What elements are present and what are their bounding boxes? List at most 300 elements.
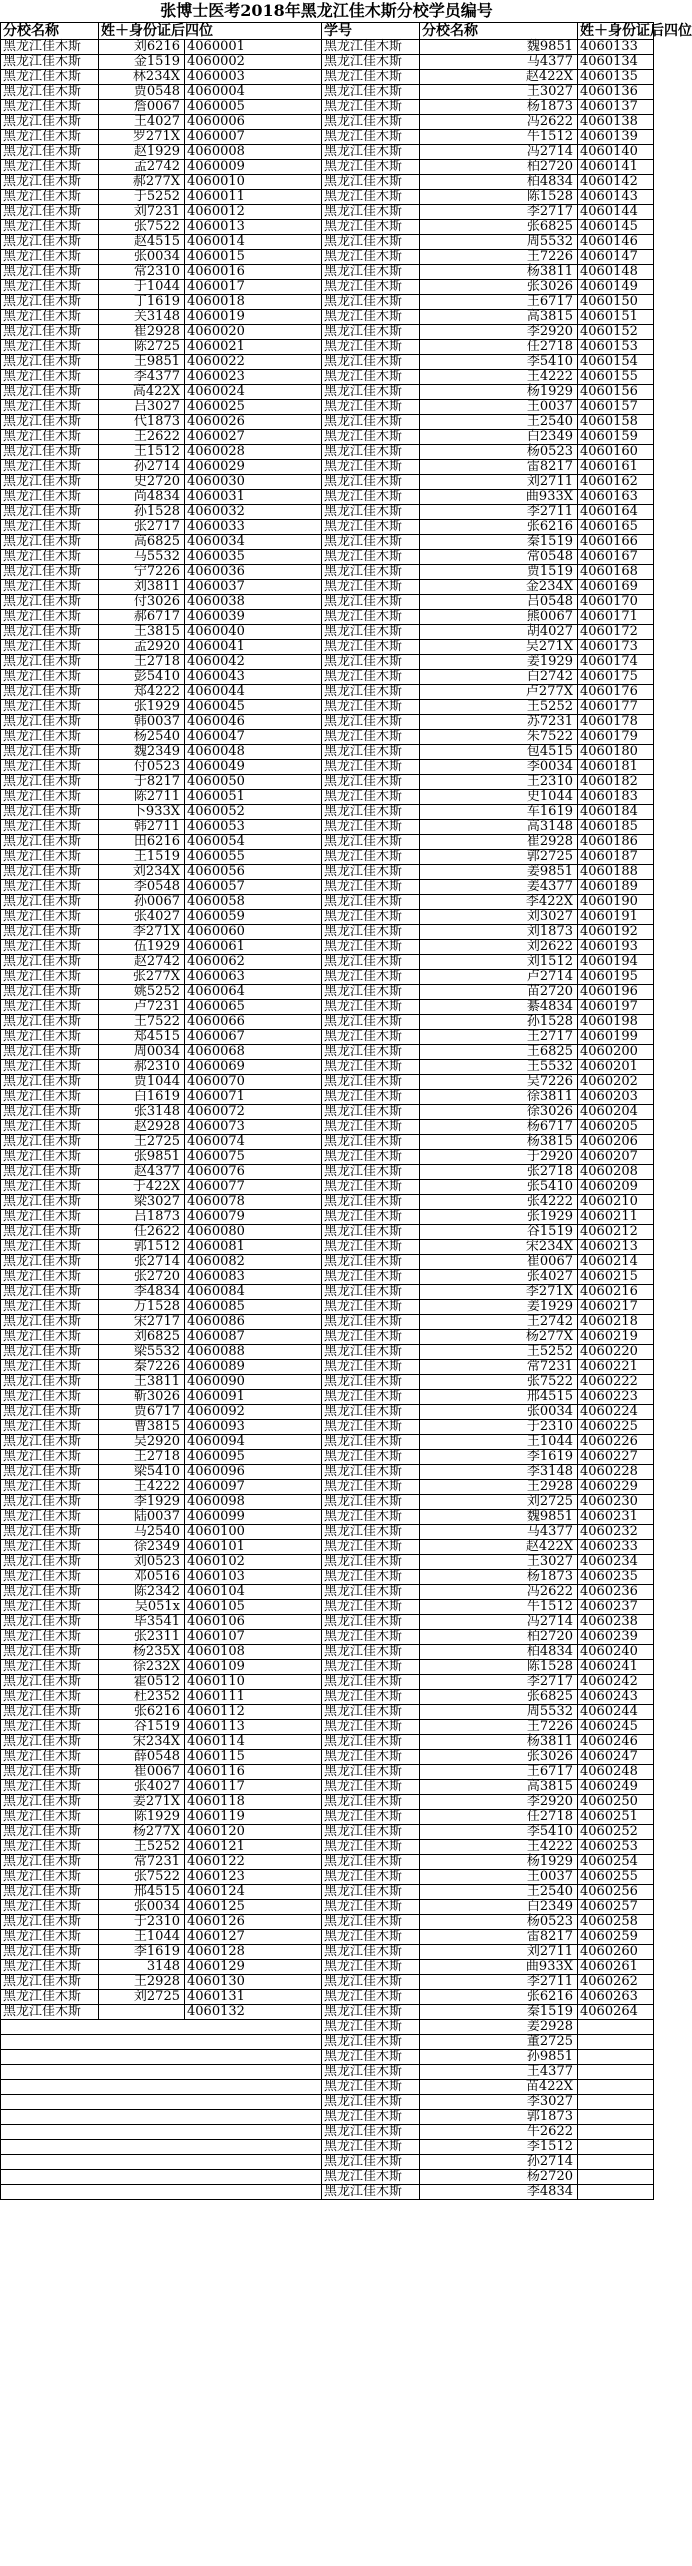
- student-name-cell: 李5410: [420, 1825, 578, 1840]
- school-cell: 黑龙江佳木斯: [1, 1285, 99, 1300]
- student-id-cell: [578, 2065, 654, 2080]
- student-name-cell: 王5252: [420, 1345, 578, 1360]
- school-cell: 黑龙江佳木斯: [1, 835, 99, 850]
- student-name-cell: 秦7226: [99, 1360, 185, 1375]
- student-name-cell: 雷8217: [420, 460, 578, 475]
- school-cell: 黑龙江佳木斯: [322, 2155, 420, 2170]
- school-cell: 黑龙江佳木斯: [322, 85, 420, 100]
- student-id-cell: 4060197: [578, 1000, 654, 1015]
- student-id-cell: 4060117: [185, 1780, 322, 1795]
- student-id-cell: 4060119: [185, 1810, 322, 1825]
- school-cell: 黑龙江佳木斯: [1, 880, 99, 895]
- table-row: [1, 2140, 654, 2155]
- student-name-cell: 郭1512: [99, 1240, 185, 1255]
- empty-cell: [1, 2125, 322, 2140]
- student-id-cell: 4060074: [185, 1135, 322, 1150]
- school-cell: 黑龙江佳木斯: [322, 235, 420, 250]
- student-name-cell: 任2718: [420, 340, 578, 355]
- student-name-cell: 王1044: [99, 1930, 185, 1945]
- student-id-cell: 4060005: [185, 100, 322, 115]
- table-row: [1, 655, 654, 670]
- student-id-cell: 4060044: [185, 685, 322, 700]
- student-id-cell: 4060235: [578, 1570, 654, 1585]
- student-name-cell: 陈2342: [99, 1585, 185, 1600]
- school-cell: 黑龙江佳木斯: [322, 1960, 420, 1975]
- school-cell: 黑龙江佳木斯: [1, 505, 99, 520]
- student-name-cell: 刘0523: [99, 1555, 185, 1570]
- student-id-cell: 4060047: [185, 730, 322, 745]
- student-id-cell: 4060153: [578, 340, 654, 355]
- student-id-cell: 4060016: [185, 265, 322, 280]
- student-name-cell: 卜933X: [99, 805, 185, 820]
- student-id-cell: 4060183: [578, 790, 654, 805]
- student-name-cell: 杨235X: [99, 1645, 185, 1660]
- student-name-cell: 薛0548: [99, 1750, 185, 1765]
- school-cell: 黑龙江佳木斯: [1, 1105, 99, 1120]
- student-id-cell: 4060128: [185, 1945, 322, 1960]
- student-name-cell: 孙0067: [99, 895, 185, 910]
- student-id-cell: 4060237: [578, 1600, 654, 1615]
- school-cell: 黑龙江佳木斯: [322, 1600, 420, 1615]
- student-name-cell: 吕0548: [420, 595, 578, 610]
- school-cell: 黑龙江佳木斯: [322, 1195, 420, 1210]
- school-cell: 黑龙江佳木斯: [1, 790, 99, 805]
- student-id-cell: 4060177: [578, 700, 654, 715]
- table-row: [1, 910, 654, 925]
- school-cell: 黑龙江佳木斯: [322, 835, 420, 850]
- student-name-cell: 金1519: [99, 55, 185, 70]
- student-name-cell: 王5252: [99, 1840, 185, 1855]
- school-cell: 黑龙江佳木斯: [322, 2095, 420, 2110]
- student-name-cell: 王3811: [99, 1375, 185, 1390]
- student-id-cell: 4060261: [578, 1960, 654, 1975]
- school-cell: 黑龙江佳木斯: [1, 85, 99, 100]
- school-cell: 黑龙江佳木斯: [1, 40, 99, 55]
- student-id-cell: [578, 2080, 654, 2095]
- table-row: [1, 2110, 654, 2125]
- header-name-right: 姓＋身份证后四位: [578, 23, 654, 40]
- empty-cell: [1, 2050, 322, 2065]
- student-name-cell: 王3815: [99, 625, 185, 640]
- student-id-cell: 4060026: [185, 415, 322, 430]
- student-id-cell: 4060060: [185, 925, 322, 940]
- student-id-cell: 4060176: [578, 685, 654, 700]
- table-row: [1, 955, 654, 970]
- school-cell: 黑龙江佳木斯: [1, 1240, 99, 1255]
- table-row: [1, 280, 654, 295]
- student-name-cell: 曲933X: [420, 490, 578, 505]
- student-id-cell: 4060213: [578, 1240, 654, 1255]
- student-id-cell: 4060231: [578, 1510, 654, 1525]
- school-cell: 黑龙江佳木斯: [1, 1600, 99, 1615]
- school-cell: 黑龙江佳木斯: [322, 1705, 420, 1720]
- table-row: [1, 775, 654, 790]
- table-row: [1, 1930, 654, 1945]
- school-cell: 黑龙江佳木斯: [1, 1915, 99, 1930]
- school-cell: 黑龙江佳木斯: [322, 595, 420, 610]
- school-cell: 黑龙江佳木斯: [1, 1420, 99, 1435]
- student-name-cell: 王4222: [99, 1480, 185, 1495]
- school-cell: 黑龙江佳木斯: [322, 1285, 420, 1300]
- student-name-cell: 于2310: [420, 1420, 578, 1435]
- table-row: [1, 1405, 654, 1420]
- student-id-cell: 4060011: [185, 190, 322, 205]
- school-cell: 黑龙江佳木斯: [322, 2125, 420, 2140]
- student-id-cell: 4060167: [578, 550, 654, 565]
- student-id-cell: 4060090: [185, 1375, 322, 1390]
- student-id-cell: 4060226: [578, 1435, 654, 1450]
- student-id-cell: 4060247: [578, 1750, 654, 1765]
- school-cell: 黑龙江佳木斯: [1, 910, 99, 925]
- school-cell: 黑龙江佳木斯: [1, 475, 99, 490]
- school-cell: 黑龙江佳木斯: [322, 1075, 420, 1090]
- student-id-cell: 4060212: [578, 1225, 654, 1240]
- student-id-cell: 4060078: [185, 1195, 322, 1210]
- student-name-cell: 韩2711: [99, 820, 185, 835]
- school-cell: 黑龙江佳木斯: [1, 220, 99, 235]
- student-name-cell: 姚5252: [99, 985, 185, 1000]
- student-name-cell: 杨6717: [420, 1120, 578, 1135]
- student-name-cell: 王0037: [420, 1870, 578, 1885]
- table-row: [1, 460, 654, 475]
- table-row: [1, 1180, 654, 1195]
- student-name-cell: 杨0523: [420, 445, 578, 460]
- school-cell: 黑龙江佳木斯: [1, 1885, 99, 1900]
- student-id-cell: 4060262: [578, 1975, 654, 1990]
- school-cell: 黑龙江佳木斯: [322, 2140, 420, 2155]
- school-cell: 黑龙江佳木斯: [322, 1810, 420, 1825]
- student-name-cell: 李1619: [420, 1450, 578, 1465]
- table-row: [1, 490, 654, 505]
- table-row: [1, 1525, 654, 1540]
- student-name-cell: 于8217: [99, 775, 185, 790]
- student-id-cell: 4060199: [578, 1030, 654, 1045]
- student-name-cell: 刘6825: [99, 1330, 185, 1345]
- student-name-cell: 卢2714: [420, 970, 578, 985]
- student-id-cell: 4060071: [185, 1090, 322, 1105]
- student-name-cell: 张4027: [420, 1270, 578, 1285]
- student-id-cell: 4060175: [578, 670, 654, 685]
- table-row: [1, 1495, 654, 1510]
- student-name-cell: 李2920: [420, 1795, 578, 1810]
- student-id-cell: 4060200: [578, 1045, 654, 1060]
- school-cell: 黑龙江佳木斯: [322, 1510, 420, 1525]
- student-id-cell: 4060260: [578, 1945, 654, 1960]
- student-name-cell: 吴2920: [99, 1435, 185, 1450]
- student-id-cell: 4060019: [185, 310, 322, 325]
- student-id-cell: 4060156: [578, 385, 654, 400]
- table-row: [1, 2050, 654, 2065]
- student-name-cell: 赵422X: [420, 70, 578, 85]
- student-id-cell: 4060249: [578, 1780, 654, 1795]
- school-cell: 黑龙江佳木斯: [322, 70, 420, 85]
- school-cell: 黑龙江佳木斯: [1, 1165, 99, 1180]
- student-name-cell: 苗422X: [420, 2080, 578, 2095]
- student-id-cell: 4060039: [185, 610, 322, 625]
- table-row: [1, 1015, 654, 1030]
- student-id-cell: 4060098: [185, 1495, 322, 1510]
- student-name-cell: 车1619: [420, 805, 578, 820]
- student-name-cell: 史1044: [420, 790, 578, 805]
- school-cell: 黑龙江佳木斯: [1, 1000, 99, 1015]
- school-cell: 黑龙江佳木斯: [322, 445, 420, 460]
- student-name-cell: 王5532: [420, 1060, 578, 1075]
- school-cell: 黑龙江佳木斯: [322, 385, 420, 400]
- student-name-cell: 韩0037: [99, 715, 185, 730]
- header-school-left: 分校名称: [1, 23, 99, 40]
- table-row: [1, 1510, 654, 1525]
- student-id-cell: 4060066: [185, 1015, 322, 1030]
- school-cell: 黑龙江佳木斯: [1, 1930, 99, 1945]
- student-name-cell: 马2540: [99, 1525, 185, 1540]
- student-name-cell: 陆0037: [99, 1510, 185, 1525]
- school-cell: 黑龙江佳木斯: [1, 205, 99, 220]
- school-cell: 黑龙江佳木斯: [322, 1630, 420, 1645]
- student-name-cell: 孙1528: [420, 1015, 578, 1030]
- school-cell: 黑龙江佳木斯: [1, 1795, 99, 1810]
- student-name-cell: 于1044: [99, 280, 185, 295]
- student-id-cell: 4060064: [185, 985, 322, 1000]
- student-name-cell: 谷1519: [99, 1720, 185, 1735]
- student-name-cell: 张1929: [99, 700, 185, 715]
- student-name-cell: 朱7522: [420, 730, 578, 745]
- table-row: [1, 940, 654, 955]
- school-cell: 黑龙江佳木斯: [322, 2020, 420, 2035]
- table-row: [1, 1360, 654, 1375]
- student-id-cell: 4060007: [185, 130, 322, 145]
- student-id-cell: 4060083: [185, 1270, 322, 1285]
- student-name-cell: 张7522: [99, 220, 185, 235]
- student-name-cell: 苏7231: [420, 715, 578, 730]
- table-row: [1, 1570, 654, 1585]
- student-name-cell: 曲933X: [420, 1960, 578, 1975]
- student-name-cell: 冯2622: [420, 1585, 578, 1600]
- school-cell: 黑龙江佳木斯: [322, 1000, 420, 1015]
- student-id-cell: 4060242: [578, 1675, 654, 1690]
- student-name-cell: 邢4515: [420, 1390, 578, 1405]
- student-name-cell: 卢277X: [420, 685, 578, 700]
- student-name-cell: 孙1528: [99, 505, 185, 520]
- student-name-cell: 陈2725: [99, 340, 185, 355]
- school-cell: 黑龙江佳木斯: [322, 910, 420, 925]
- student-id-cell: 4060094: [185, 1435, 322, 1450]
- school-cell: 黑龙江佳木斯: [1, 745, 99, 760]
- school-cell: 黑龙江佳木斯: [322, 400, 420, 415]
- student-id-cell: 4060093: [185, 1420, 322, 1435]
- student-name-cell: 李422X: [420, 895, 578, 910]
- student-id-cell: 4060225: [578, 1420, 654, 1435]
- school-cell: 黑龙江佳木斯: [1, 340, 99, 355]
- school-cell: 黑龙江佳木斯: [322, 1660, 420, 1675]
- student-name-cell: 张277X: [99, 970, 185, 985]
- student-name-cell: 刘3027: [420, 910, 578, 925]
- empty-cell: [1, 2080, 322, 2095]
- student-name-cell: 张5410: [420, 1180, 578, 1195]
- table-row: [1, 985, 654, 1000]
- school-cell: 黑龙江佳木斯: [322, 190, 420, 205]
- student-name-cell: 陈1528: [420, 190, 578, 205]
- student-id-cell: 4060248: [578, 1765, 654, 1780]
- student-id-cell: 4060169: [578, 580, 654, 595]
- school-cell: 黑龙江佳木斯: [1, 145, 99, 160]
- student-name-cell: 周5532: [420, 1705, 578, 1720]
- school-cell: 黑龙江佳木斯: [1, 1225, 99, 1240]
- student-id-cell: 4060102: [185, 1555, 322, 1570]
- student-name-cell: 苗2720: [420, 985, 578, 1000]
- student-name-cell: 赵1929: [99, 145, 185, 160]
- school-cell: 黑龙江佳木斯: [322, 805, 420, 820]
- school-cell: 黑龙江佳木斯: [1, 685, 99, 700]
- student-name-cell: 刘6216: [99, 40, 185, 55]
- student-id-cell: 4060050: [185, 775, 322, 790]
- school-cell: 黑龙江佳木斯: [1, 1045, 99, 1060]
- student-id-cell: 4060096: [185, 1465, 322, 1480]
- table-row: [1, 1615, 654, 1630]
- student-id-cell: 4060207: [578, 1150, 654, 1165]
- student-id-cell: 4060179: [578, 730, 654, 745]
- student-id-cell: 4060137: [578, 100, 654, 115]
- table-row: [1, 880, 654, 895]
- student-name-cell: 金234X: [420, 580, 578, 595]
- student-name-cell: 梁5410: [99, 1465, 185, 1480]
- table-row: [1, 40, 654, 55]
- school-cell: 黑龙江佳木斯: [1, 2005, 99, 2020]
- student-id-cell: 4060057: [185, 880, 322, 895]
- school-cell: 黑龙江佳木斯: [1, 1075, 99, 1090]
- school-cell: 黑龙江佳木斯: [322, 1045, 420, 1060]
- student-id-cell: 4060133: [578, 40, 654, 55]
- table-row: [1, 1045, 654, 1060]
- table-row: [1, 2170, 654, 2185]
- student-id-cell: 4060014: [185, 235, 322, 250]
- school-cell: 黑龙江佳木斯: [1, 1405, 99, 1420]
- student-id-cell: 4060238: [578, 1615, 654, 1630]
- student-name-cell: 冯2714: [420, 1615, 578, 1630]
- student-id-cell: 4060178: [578, 715, 654, 730]
- table-row: [1, 505, 654, 520]
- table-row: [1, 1000, 654, 1015]
- school-cell: 黑龙江佳木斯: [322, 745, 420, 760]
- student-id-cell: 4060124: [185, 1885, 322, 1900]
- school-cell: 黑龙江佳木斯: [1, 130, 99, 145]
- student-id-cell: 4060157: [578, 400, 654, 415]
- student-id-cell: 4060126: [185, 1915, 322, 1930]
- student-id-cell: 4060022: [185, 355, 322, 370]
- school-cell: 黑龙江佳木斯: [322, 970, 420, 985]
- table-row: [1, 1675, 654, 1690]
- student-id-cell: 4060087: [185, 1330, 322, 1345]
- school-cell: 黑龙江佳木斯: [322, 430, 420, 445]
- student-name-cell: [99, 2005, 185, 2020]
- student-name-cell: 王1519: [99, 850, 185, 865]
- student-id-cell: 4060255: [578, 1870, 654, 1885]
- school-cell: 黑龙江佳木斯: [1, 1300, 99, 1315]
- school-cell: 黑龙江佳木斯: [322, 1975, 420, 1990]
- table-row: [1, 1330, 654, 1345]
- student-id-cell: 4060173: [578, 640, 654, 655]
- table-row: [1, 1030, 654, 1045]
- student-name-cell: 王2725: [99, 1135, 185, 1150]
- student-name-cell: 高3815: [420, 310, 578, 325]
- table-row: [1, 805, 654, 820]
- student-id-cell: 4060193: [578, 940, 654, 955]
- student-id-cell: [578, 2185, 654, 2200]
- header-school-right: 分校名称: [420, 23, 578, 40]
- school-cell: 黑龙江佳木斯: [322, 955, 420, 970]
- student-id-cell: 4060129: [185, 1960, 322, 1975]
- student-name-cell: 王2718: [99, 1450, 185, 1465]
- student-id-cell: 4060251: [578, 1810, 654, 1825]
- student-name-cell: 王5252: [420, 700, 578, 715]
- student-id-cell: 4060037: [185, 580, 322, 595]
- school-cell: 黑龙江佳木斯: [1, 1090, 99, 1105]
- table-row: [1, 850, 654, 865]
- student-id-cell: 4060004: [185, 85, 322, 100]
- school-cell: 黑龙江佳木斯: [322, 2035, 420, 2050]
- table-row: [1, 130, 654, 145]
- student-name-cell: 万1528: [99, 1300, 185, 1315]
- student-name-cell: 李2717: [420, 205, 578, 220]
- student-name-cell: 王6717: [420, 295, 578, 310]
- student-id-cell: 4060080: [185, 1225, 322, 1240]
- table-row: [1, 1900, 654, 1915]
- student-id-cell: 4060043: [185, 670, 322, 685]
- student-id-cell: 4060103: [185, 1570, 322, 1585]
- student-name-cell: 孙2714: [420, 2155, 578, 2170]
- student-id-cell: 4060211: [578, 1210, 654, 1225]
- student-name-cell: 杨3811: [420, 1735, 578, 1750]
- student-name-cell: 李2920: [420, 325, 578, 340]
- student-name-cell: 刘3811: [99, 580, 185, 595]
- table-row: [1, 1300, 654, 1315]
- student-name-cell: 李2711: [420, 1975, 578, 1990]
- student-id-cell: 4060053: [185, 820, 322, 835]
- student-id-cell: 4060135: [578, 70, 654, 85]
- school-cell: 黑龙江佳木斯: [322, 1930, 420, 1945]
- student-name-cell: 张2718: [420, 1165, 578, 1180]
- student-id-cell: 4060202: [578, 1075, 654, 1090]
- student-name-cell: 于5252: [99, 190, 185, 205]
- school-cell: 黑龙江佳木斯: [322, 490, 420, 505]
- school-cell: 黑龙江佳木斯: [322, 295, 420, 310]
- school-cell: 黑龙江佳木斯: [322, 1645, 420, 1660]
- student-id-cell: 4060042: [185, 655, 322, 670]
- student-id-cell: 4060061: [185, 940, 322, 955]
- student-name-cell: 李1512: [420, 2140, 578, 2155]
- school-cell: 黑龙江佳木斯: [322, 760, 420, 775]
- student-name-cell: 白2349: [420, 1900, 578, 1915]
- table-row: [1, 700, 654, 715]
- student-name-cell: 王1044: [420, 1435, 578, 1450]
- table-row: [1, 895, 654, 910]
- student-id-cell: 4060188: [578, 865, 654, 880]
- student-id-cell: 4060204: [578, 1105, 654, 1120]
- student-name-cell: 李0034: [420, 760, 578, 775]
- student-id-cell: 4060088: [185, 1345, 322, 1360]
- school-cell: 黑龙江佳木斯: [322, 1945, 420, 1960]
- table-row: [1, 580, 654, 595]
- student-id-cell: 4060003: [185, 70, 322, 85]
- table-row: [1, 835, 654, 850]
- table-row: [1, 2065, 654, 2080]
- student-id-cell: [578, 2140, 654, 2155]
- student-id-cell: 4060264: [578, 2005, 654, 2020]
- school-cell: 黑龙江佳木斯: [1, 760, 99, 775]
- student-id-cell: 4060125: [185, 1900, 322, 1915]
- school-cell: 黑龙江佳木斯: [1, 250, 99, 265]
- table-row: [1, 1945, 654, 1960]
- student-id-cell: [578, 2170, 654, 2185]
